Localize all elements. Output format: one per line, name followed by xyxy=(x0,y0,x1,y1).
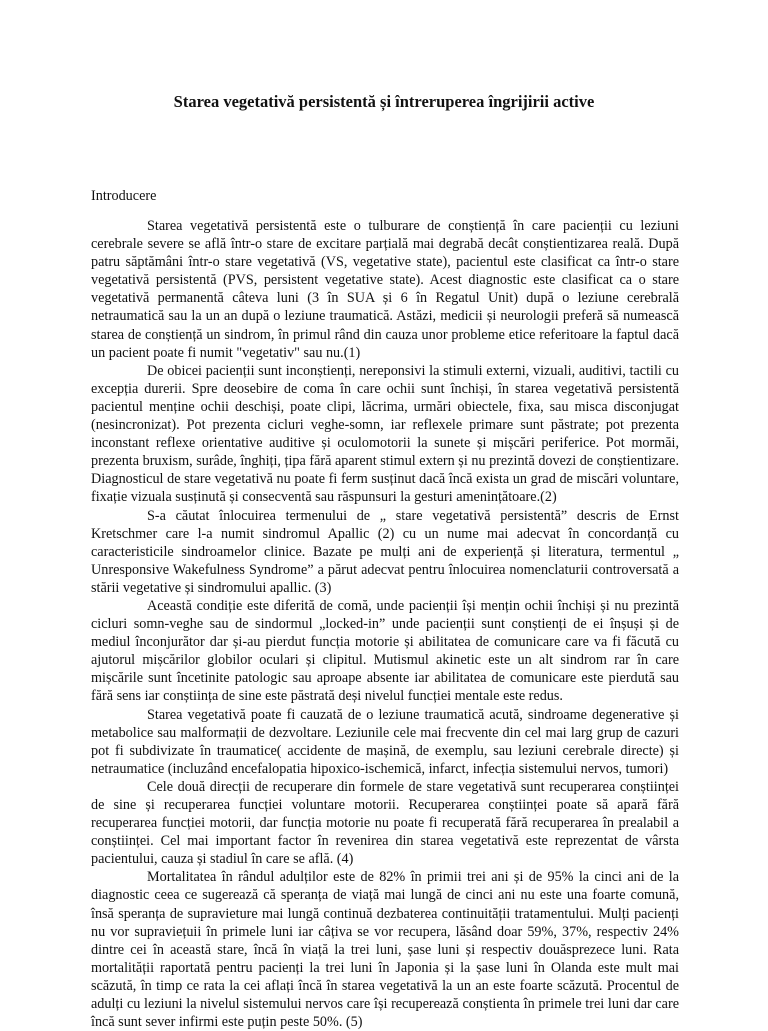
paragraph-5: Starea vegetativă poate fi cauzată de o leziune traumatică acută, sindroame degenerative și metabolice sau malformații de dezvoltare. Leziunile cele mai frecvente din cel mai larg grup de cazuri pot fi subdivizate în traumatice( accidente de mașină, de exemplu, sau leziuni cerebrale directe) și netraumatice (incluzând encefalopatia hipoxico-ischemică, infarct, infecția sistemului nervos, tumori) xyxy=(91,706,679,777)
body-text xyxy=(91,217,679,1031)
paragraph-4: Această condiție este diferită de comă, unde pacienții își mențin ochii închiși și nu prezintă cicluri somn-veghe sau de sindormul „locked-in” unde pacienții sunt conștienți de ei înșuși și de mediul înconjurător dar și-au pierdut funcția motorie și abilitatea de comunicare care va fi făcută cu ajutorul mișcărilor globilor oculari și clipitul. Mutismul akinetic este un alt sindrom rar în care mișcările sunt încetinite patologic sau aproape absente iar abilitatea de comunicare este pierdută sau fără sens iar conștiința de sine este păstrată deși nivelul funcției mentale este redus. xyxy=(91,597,679,705)
paragraph-3: S-a căutat înlocuirea termenului de „ stare vegetativă persistentă” descris de Ernst Kretschmer care l-a numit sindromul Apallic (2) cu un nume mai adecvat în concordanță cu caracteristicile sindroamelor clinice. Bazate pe mulți ani de experiență și literatura, termentul „ Unresponsive Wakefulness Syndrome” a părut adecvat pentru înlocuirea nomenclaturii controversată a stării vegetative și sindromului apallic. (3) xyxy=(91,507,679,596)
paragraph-7: Mortalitatea în rândul adulților este de 82% în primii trei ani și de 95% la cinci ani de la diagnostic ceea ce sugerează că speranța de viață mai lungă de cinci ani nu este una foarte comună, însă speranța de supravieture mai lungă continuă dezbaterea continuității tratamentului. Mulți pacienți nu vor supraviețuii în primele luni iar câțiva se vor recupera, lăsând doar 59%, 37%, respectiv 24% dintre cei în această stare, încă în viață la trei luni, șase luni și respectiv douăsprezece luni. Rata mortalității raportată pentru pacienți la trei luni în Japonia și la șase luni în Olanda este mult mai scăzută, în timp ce rata la cei aflați încă în starea vegetativă la un an este foarte scăzută. Procentul de adulți cu leziuni la nivelul sistemului nervos care își recuperează conștienta în primele trei luni dar care încă sunt sever infirmi este puțin peste 50%. (5) xyxy=(91,869,679,1031)
paragraph-6: Cele două direcții de recuperare din formele de stare vegetativă sunt recuperarea conștiinței de sine și recuperarea funcției voluntare motorii. Recuperarea conștiinței poate să apară fără recuperarea funcției motorii, dar funcția motorie nu poate fi recuperată fără recuperarea în prealabil a conștiinței. Cel mai important factor în revenirea din starea vegetativă este reprezentat de vârsta pacientului, cauza și stadiul în care se află. (4) xyxy=(91,778,679,868)
document-title: Starea vegetativă persistentă și întreruperea îngrijirii active xyxy=(173,92,595,111)
paragraph-2: De obicei pacienții sunt inconștienți, nereponsivi la stimuli externi, vizuali, auditivi, tactili cu excepția durerii. Spre deosebire de coma în care ochii sunt închiși, în starea vegetativă persistentă pacientul menține ochii deschiși, poate clipi, lăcrima, urmări obiectele, fixa, sau misca disconjugat (nesincronizat). Pot prezenta cicluri veghe-somn, iar reflexele primare sunt păstrate; pot prezenta inconstant reflexe orientative auditive și oculomotorii la sunete și mișcări periferice. Pot mormăi, prezenta bruxism, surâde, înghiți, țipa fără aparent stimul extern și nu prezintă dovezi de conștientizare. Diagnosticul de stare vegetativă nu poate fi ferm susținut dacă încă exista un grad de miscări voluntare, fixație vizuala susținută și consecventă sau răspunsuri la gesturi amenințătoare.(2) xyxy=(91,362,679,506)
paragraph-1: Starea vegetativă persistentă este o tulburare de conștiență în care pacienții cu leziuni cerebrale severe se află într-o stare de excitare parțială mai degrabă decât conștientizarea reală. După patru săptămâni într-o stare vegetativă (VS, vegetative state), pacientul este clasificat ca într-o stare vegetativă persistentă (PVS, persistent vegetative state). Acest diagnostic este clasificat ca o stare vegetativă permanentă câteva luni (3 în SUA și 6 în Regatul Unit) după o leziune cerebrală netraumatică sau la un an după o leziune traumatică. Astăzi, medicii și neurologii preferă să numească starea de conștiență un sindrom, în primul rând din cauza unor probleme etice referitoare la faptul dacă un pacient poate fi numit "vegetativ" sau nu.(1) xyxy=(91,218,679,361)
section-heading: Introducere xyxy=(91,188,157,204)
